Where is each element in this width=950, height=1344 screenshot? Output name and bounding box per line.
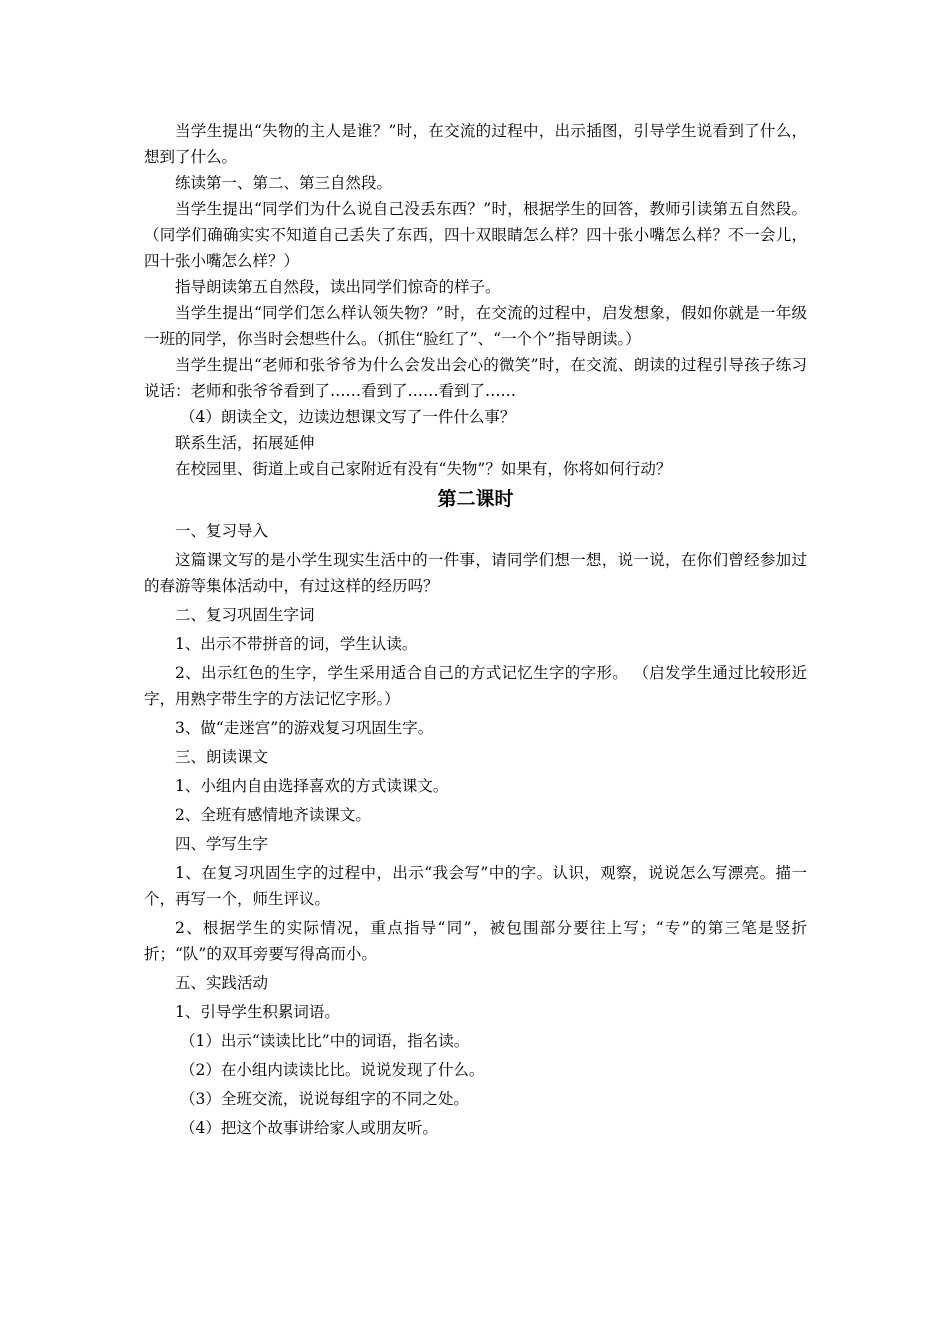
list-item: 2、根据学生的实际情况，重点指导“同”，被包围部分要往上写；“专”的第三笔是竖折折；“队”的双耳旁要写得高而小。 xyxy=(144,919,807,963)
list-item: 3、做“走迷宫”的游戏复习巩固生字。 xyxy=(175,719,434,737)
heading-review-intro: 一、复习导入 xyxy=(175,522,269,540)
paragraph: 当学生提出“同学们为什么说自己没丢东西？”时，根据学生的回答，教师引读第五自然段。（同学们确确实实不知道自己丢失了东西，四十双眼睛怎么样？四十张小嘴怎么样？不一会儿，四十张小嘴怎么样？） xyxy=(144,200,807,270)
paragraph: 联系生活，拓展延伸 xyxy=(175,434,315,452)
paragraph: 指导朗读第五自然段，读出同学们惊奇的样子。 xyxy=(175,278,501,296)
heading-write-characters: 四、学写生字 xyxy=(175,835,269,853)
list-item: 2、出示红色的生字，学生采用适合自己的方式记忆生字的字形。 （启发学生通过比较形近字，用熟字带生字的方法记忆字形。） xyxy=(144,664,807,708)
heading-practice-activity: 五、实践活动 xyxy=(175,974,269,992)
heading-read-text: 三、朗读课文 xyxy=(175,748,269,766)
paragraph: 当学生提出“同学们怎么样认领失物？”时，在交流的过程中，启发想象，假如你就是一年级一班的同学，你当时会想些什么。（抓住“脸红了”、“一个个”指导朗读。） xyxy=(144,304,807,348)
paragraph: 在校园里、街道上或自己家附近有没有“失物”？如果有，你将如何行动？ xyxy=(175,460,672,478)
document-page xyxy=(144,118,807,1144)
list-item: （3）全班交流，说说每组字的不同之处。 xyxy=(180,1090,469,1108)
list-item: （4）把这个故事讲给家人或朋友听。 xyxy=(180,1119,438,1137)
list-item: 2、全班有感情地齐读课文。 xyxy=(175,806,371,824)
section-lesson2 xyxy=(144,518,807,1141)
paragraph: 这篇课文写的是小学生现实生活中的一件事，请同学们想一想，说一说，在你们曾经参加过的春游等集体活动中，有过这样的经历吗？ xyxy=(144,551,807,595)
paragraph: （4）朗读全文，边读边想课文写了一件什么事？ xyxy=(180,408,516,426)
list-item: （1）出示“读读比比”中的词语，指名读。 xyxy=(180,1032,470,1050)
section-title: 第二课时 xyxy=(437,488,514,510)
paragraph: 当学生提出“老师和张爷爷为什么会发出会心的微笑”时，在交流、朗读的过程引导孩子练习说话：老师和张爷爷看到了……看到了……看到了…… xyxy=(144,356,807,400)
list-item: 1、引导学生积累词语。 xyxy=(175,1003,340,1021)
list-item: 1、小组内自由选择喜欢的方式读课文。 xyxy=(175,777,449,795)
heading-review-words: 二、复习巩固生字词 xyxy=(175,606,315,624)
section-lesson1-continued xyxy=(144,118,807,482)
list-item: 1、出示不带拼音的词，学生认读。 xyxy=(175,635,418,653)
list-item: （2）在小组内读读比比。说说发现了什么。 xyxy=(180,1061,485,1079)
list-item: 1、在复习巩固生字的过程中，出示“我会写”中的字。认识，观察，说说怎么写漂亮。描一个，再写一个，师生评议。 xyxy=(144,864,807,908)
paragraph: 当学生提出“失物的主人是谁？”时，在交流的过程中，出示插图，引导学生说看到了什么，想到了什么。 xyxy=(144,122,807,166)
paragraph: 练读第一、第二、第三自然段。 xyxy=(175,174,393,192)
